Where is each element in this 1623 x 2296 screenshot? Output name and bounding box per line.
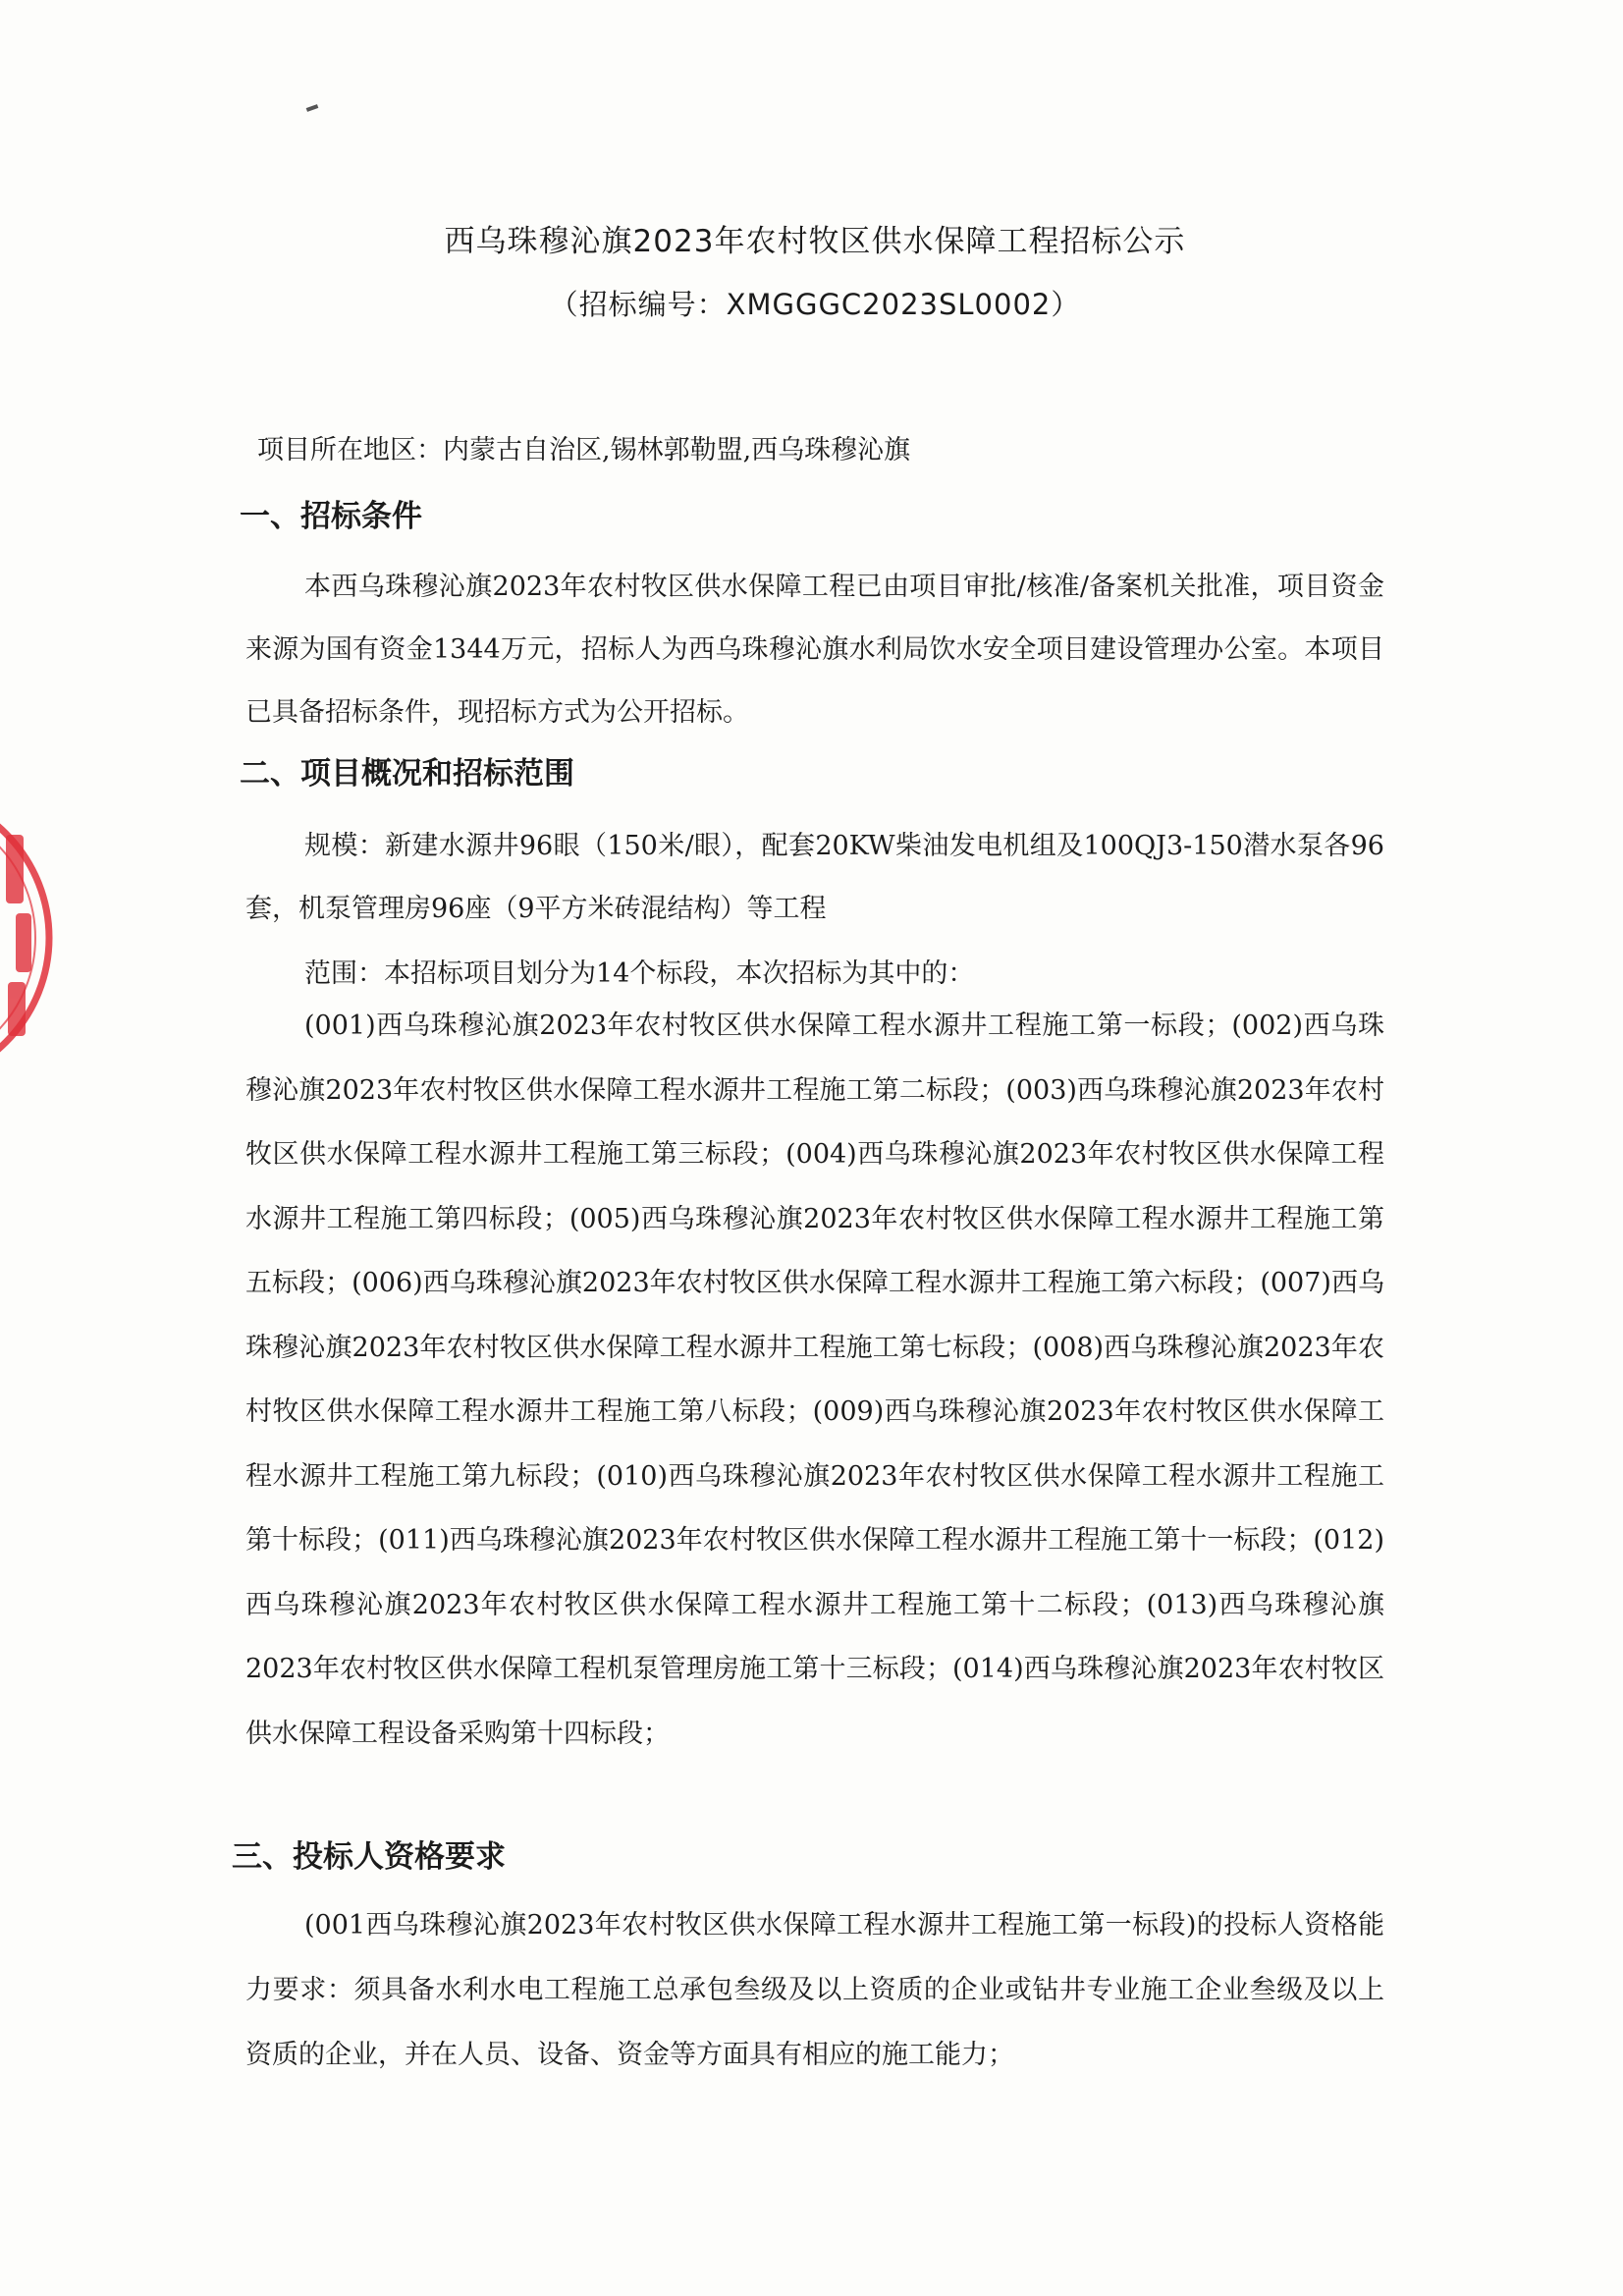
scan-speck — [306, 104, 319, 112]
section-heading-overview: 二、项目概况和招标范围 — [240, 756, 574, 792]
lots-paragraph: (001)西乌珠穆沁旗2023年农村牧区供水保障工程水源井工程施工第一标段；(002)西乌珠穆沁旗2023年农村牧区供水保障工程水源井工程施工第二标段；(003)西乌珠穆沁旗2023年农村牧区供水保障工程水源井工程施工第三标段；(004)西乌珠穆沁旗2023年农村牧区供水保障工程水源井工程施工第四标段；(005)西乌珠穆沁旗2023年农村牧区供水保障工程水源井工程施工第五标段；(006)西乌珠穆沁旗2023年农村牧区供水保障工程水源井工程施工第六标段；(007)西乌珠穆沁旗2023年农村牧区供水保障工程水源井工程施工第七标段；(008)西乌珠穆沁旗2023年农村牧区供水保障工程水源井工程施工第八标段；(009)西乌珠穆沁旗2023年农村牧区供水保障工程水源井工程施工第九标段；(010)西乌珠穆沁旗2023年农村牧区供水保障工程水源井工程施工第十标段；(011)西乌珠穆沁旗2023年农村牧区供水保障工程水源井工程施工第十一标段；(012)西乌珠穆沁旗2023年农村牧区供水保障工程水源井工程施工第十二标段；(013)西乌珠穆沁旗2023年农村牧区供水保障工程机泵管理房施工第十三标段；(014)西乌珠穆沁旗2023年农村牧区供水保障工程设备采购第十四标段； — [245, 1011, 1384, 1749]
tender-number: （招标编号：XMGGGC2023SL0002） — [549, 288, 1081, 321]
conditions-paragraph: 本西乌珠穆沁旗2023年农村牧区供水保障工程已由项目审批/核准/备案机关批准，项目资金来源为国有资金1344万元，招标人为西乌珠穆沁旗水利局饮水安全项目建设管理办公室。本项目已具备招标条件，现招标方式为公开招标。 — [245, 572, 1384, 728]
qualification-paragraph: (001西乌珠穆沁旗2023年农村牧区供水保障工程水源井工程施工第一标段)的投标人资格能力要求：须具备水利水电工程施工总承包叁级及以上资质的企业或钻井专业施工企业叁级及以上资质的企业，并在人员、设备、资金等方面具有相应的施工能力； — [245, 1910, 1384, 2070]
scope-paragraph: 范围：本招标项目划分为14个标段，本次招标为其中的： — [304, 958, 975, 989]
scale-paragraph: 规模：新建水源井96眼（150米/眼），配套20KW柴油发电机组及100QJ3-150潜水泵各96套，机泵管理房96座（9平方米砖混结构）等工程 — [245, 831, 1384, 924]
official-seal-stamp — [0, 776, 118, 1100]
project-location: 项目所在地区：内蒙古自治区,锡林郭勒盟,西乌珠穆沁旗 — [257, 435, 911, 465]
section-heading-qualification: 三、投标人资格要求 — [232, 1839, 506, 1875]
section-heading-conditions: 一、招标条件 — [240, 499, 422, 534]
document-title: 西乌珠穆沁旗2023年农村牧区供水保障工程招标公示 — [444, 224, 1186, 259]
